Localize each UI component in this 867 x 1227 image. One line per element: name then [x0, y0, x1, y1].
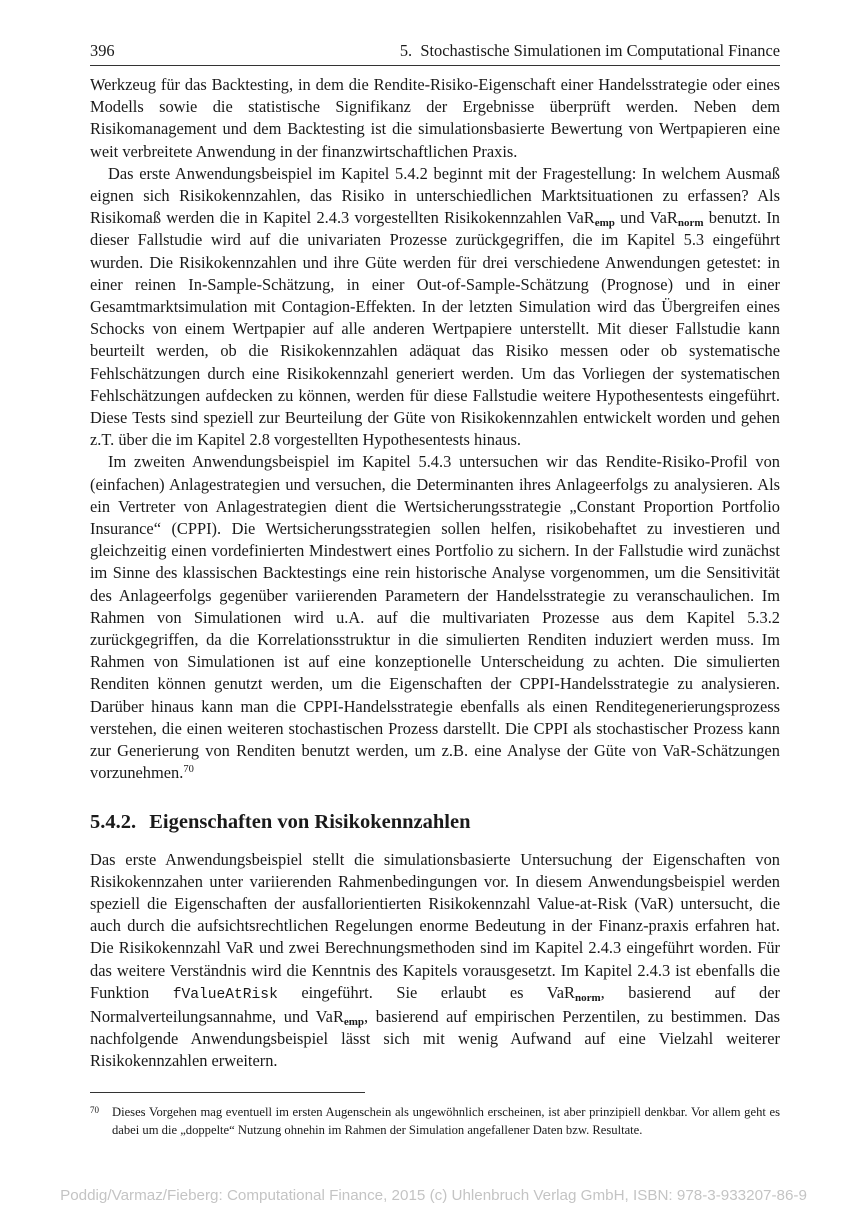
function-name-code: fValueAtRisk	[172, 986, 278, 1003]
paragraph-3-text: Im zweiten Anwendungsbeispiel im Kapitel 5.4.3 untersuchen wir das Rendite-Risiko-Profil von (einfachen) Anlagestrategien und versuchen, die Determinanten ihres Anlageerfolgs zu analysieren. Als ein Vertreter von Anlagestrategien dient die Wertsicherungsstrategie „Constant Proportion Portfolio Insurance“ (CPPI). Die Wertsicherungsstrategien sollen helfen, risikobehaftet zu investieren und gleichzeitig einen vordefinierten Mindestwert eines Portfolio zu sichern. In der Fallstudie wird zunächst im Sinne des klassischen Backtestings eine rein historische Analyse vorgenommen, um die Sensitivität des Anlageerfolgs gegenüber variierenden Parametern der Handelsstrategie zu veranschaulichen. Im Rahmen von Simulationen wird u.A. auf die multivariaten Prozesse aus dem Kapitel 5.3.2 zurückgegriffen, da die Korrelationsstruktur in die simulierten Renditen induziert werden muss. Im Rahmen von Simulationen ist auf eine konzeptionelle Unterscheidung zu achten. Die simulierten Renditen können genutzt werden, um die Eigenschaften der CPPI-Handelsstrategie zu analysieren. Darüber hinaus kann man die CPPI-Handelsstrategie ebenfalls als einen Renditegenerierungsprozess verstehen, die einen weiteren stochastischen Prozess darstellt. Die CPPI als stochastischer Prozess kann zur Generierung von Renditen benutzt werden, um z.B. eine Analyse der Güte von VaR-Schätzungen vorzunehmen.	[90, 452, 780, 783]
chapter-number: 5.	[399, 41, 413, 60]
paragraph-2-text-c: benutzt. In dieser Fallstudie wird auf die univariaten Prozesse zurückgegriffen, die im Kapitel 5.3 eingeführt wurden. Die Risikokennzahlen und ihre Güte werden für drei verschiedene Anwendungen getestet: in einer reinen In-Sample-Schätzung, in einer Out-of-Sample-Schätzung (Prognose) und in einer Gesamtmarktsimulation mit Contagion-Effekten. In der letzten Simulation wird das Übergreifen eines Schocks von einem Wertpapier auf alle anderen Wertpapiere unterstellt. Mit dieser Fallstudie kann beurteilt werden, ob die Risikokennzahlen adäquat das Risiko messen oder ob systematische Fehlschätzungen durch eine Risikokennzahl generiert werden. Um das Vorliegen der systematischen Fehlschätzungen aufdecken zu können, werden für diese Fallstudie weitere Hypothesentests eingeführt. Diese Tests sind speziell zur Beurteilung der Güte von Risikokennzahlen entwickelt worden und gehen z.T. über die im Kapitel 2.8 vorgestellten Hypothesentests hinaus.	[90, 208, 780, 450]
paragraph-2-text-a: Das erste Anwendungsbeispiel im Kapitel 5.4.2 beginnt mit der Fragestellung: In welchem Ausmaß eignen sich Risikokennzahlen, das Risiko in unterschiedlichen Marktsituationen zu erfassen? Als Risikomaß werden die in Kapitel 2.4.3 vorgestellten Risikokennzahlen VaR	[90, 163, 780, 228]
running-head	[90, 40, 780, 66]
chapter-title: Stochastische Simulationen im Computational Finance	[420, 41, 780, 60]
copyright-watermark: Poddig/Varmaz/Fieberg: Computational Finance, 2015 (c) Uhlenbruch Verlag GmbH, ISBN: 978-3-933207-86-9	[60, 1187, 807, 1204]
footnote-number: 70	[90, 1105, 99, 1115]
paragraph-2-text-b: und VaR	[614, 208, 678, 228]
section-title: Eigenschaften von Risikokennzahlen	[149, 810, 471, 833]
footnote-divider	[90, 1092, 365, 1093]
paragraph-3	[90, 451, 780, 784]
section-paragraph-text-c: , basierend auf der Normalverteilungsannahme, und VaR	[90, 982, 780, 1026]
body-text	[90, 74, 780, 1073]
var-subscript-emp: emp	[343, 1015, 365, 1028]
chapter-heading	[400, 40, 780, 62]
paragraph-1: Werkzeug für das Backtesting, in dem die Rendite-Risiko-Eigenschaft einer Handelsstrategie oder eines Modells sowie die statistische Signifikanz der Ergebnisse überprüft werden. Neben dem Risikomanagement und dem Backtesting ist die simulationsbasierte Bewertung von Wertpapieren eine weit verbreitete Anwendung in der finanzwirtschaftlichen Praxis.	[90, 75, 780, 161]
section-paragraph-text-b: eingeführt. Sie erlaubt es VaR	[277, 982, 575, 1002]
var-subscript-emp: emp	[594, 217, 615, 230]
section-paragraph-text-a: Das erste Anwendungsbeispiel stellt die simulationsbasierte Untersuchung der Eigenschaften von Risikokennzahen unter variierenden Rahmenbedingungen vor. In diesem Anwendungsbeispiel werden speziell die Eigenschaften der ausfallorientierten Risikokennzahl Value-at-Risk (VaR) untersucht, die auch durch die aufsichtsrechtlichen Regelungen enorme Bedeutung in der Finanz-praxis erfahren hat. Die Risikokennzahl VaR und zwei Berechnungsmethoden sind im Kapitel 2.4.3 eingeführt worden. Für das weitere Verständnis wird die Kenntnis des Kapitels vorausgesetzt. Im Kapitel 2.4.3 ist ebenfalls die Funktion	[90, 849, 780, 1002]
page-number: 396	[90, 41, 115, 60]
footnote-text: Dieses Vorgehen mag eventuell im ersten Augenschein als ungewöhnlich erscheinen, ist aber prinzipiell denkbar. Vor allem geht es dabei um die „doppelte“ Nutzung ohnehin im Rahmen der Simulation angefallener Daten bzw. Resultate.	[112, 1105, 780, 1137]
paragraph-2	[90, 163, 780, 452]
section-paragraph	[90, 849, 780, 1073]
section-heading	[90, 809, 780, 835]
section-number: 5.4.2.	[90, 810, 137, 833]
footnote-reference[interactable]: 70	[183, 764, 194, 776]
page	[90, 40, 780, 1073]
section-paragraph-text-d: , basierend auf empirischen Perzentilen, zu bestimmen. Das nachfolgende Anwendungsbeispiel lässt sich mit wenig Aufwand auf eine Vielzahl weiterer Risikokennzahlen erweitern.	[90, 1006, 780, 1071]
footnote	[90, 1103, 780, 1139]
var-subscript-norm: norm	[574, 991, 601, 1004]
var-subscript-norm: norm	[677, 217, 704, 230]
